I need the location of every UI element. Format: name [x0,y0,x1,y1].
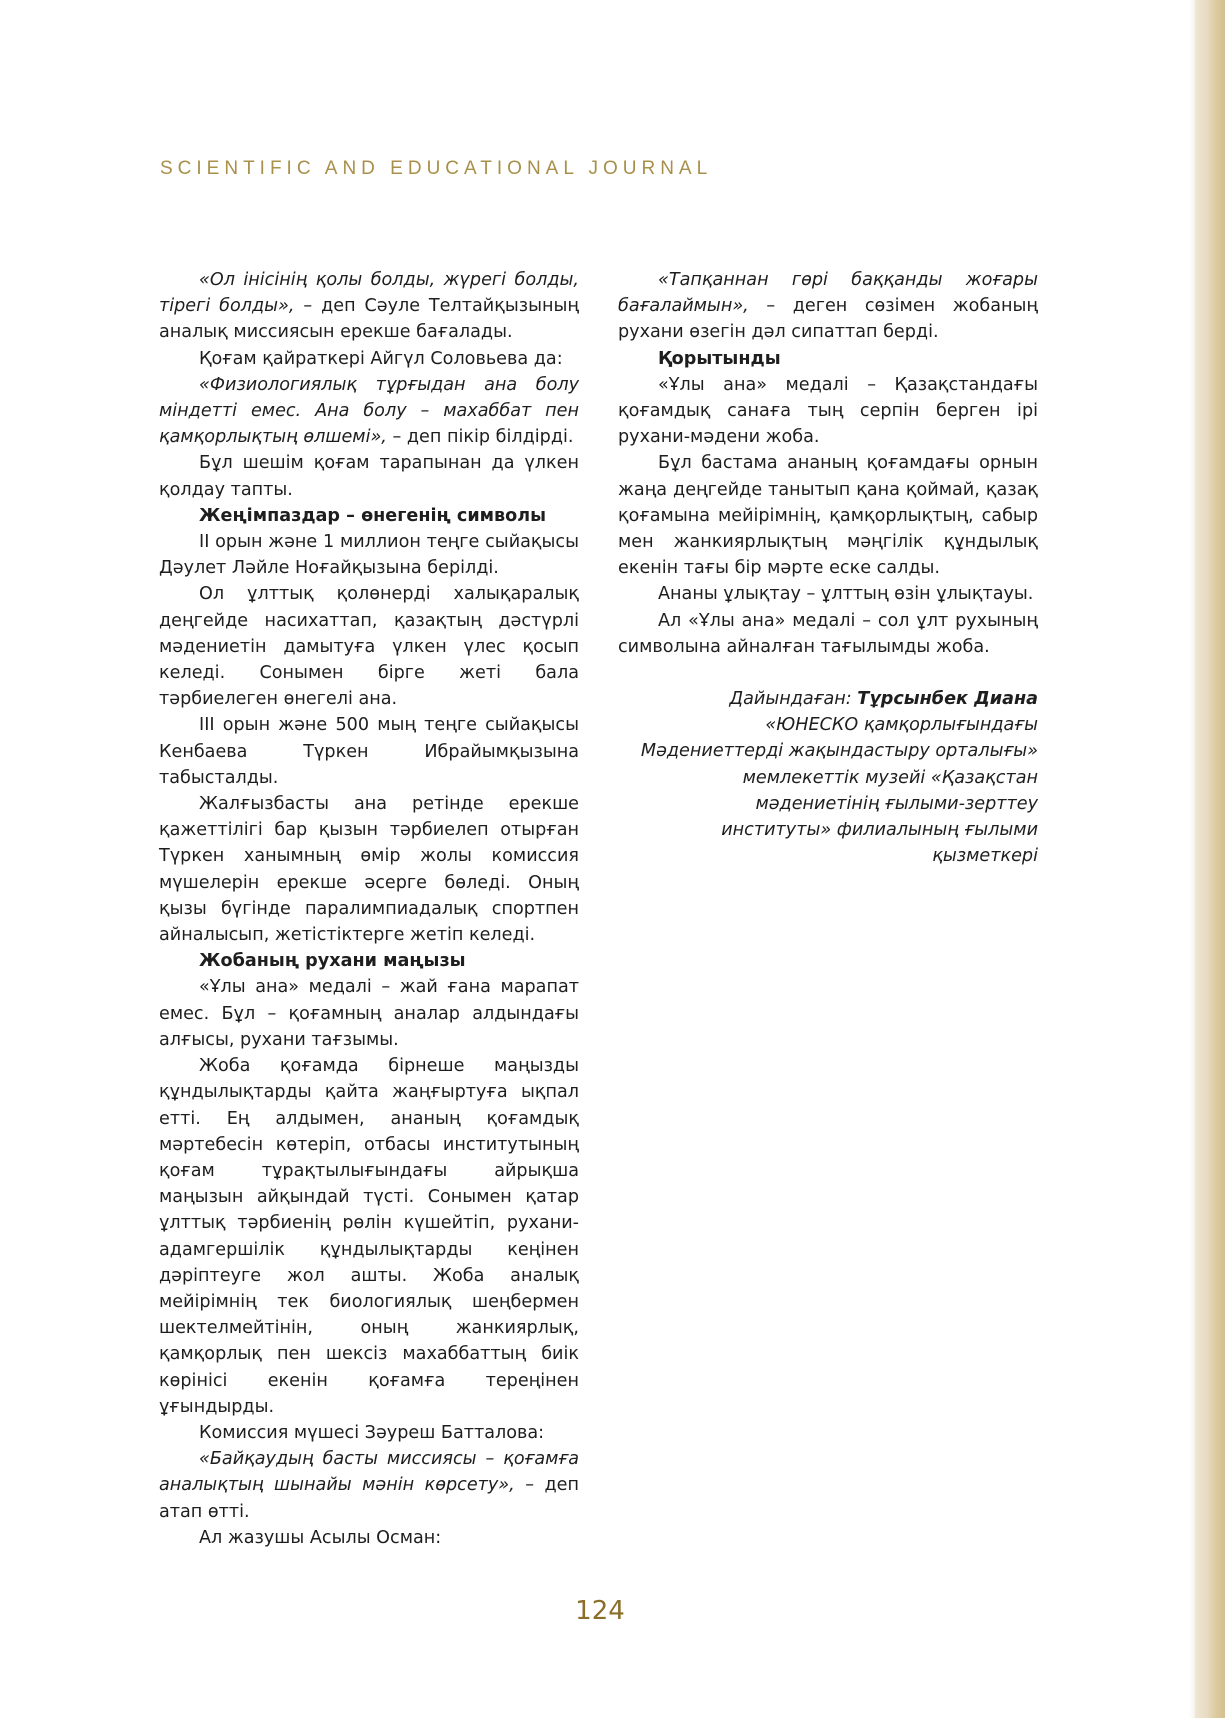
paragraph: ІІІ орын және 500 мың теңге сыйақысы Кенбаева Түркен Ибрайымқызына табысталды. [159,715,579,788]
section-heading: Жеңімпаздар – өнегенің символы [199,505,547,526]
left-column [159,267,579,1551]
affiliation-line: мәдениетінің ғылыми-зерттеу [755,793,1038,814]
quote: «Физиологиялық тұрғыдан ана болу міндетті емес. Ана болу – махаббат пен қамқорлықтың өлшемі», [159,374,579,448]
section-heading: Жобаның рухани маңызы [199,951,466,972]
author-credit [618,686,1038,869]
credit-line [618,686,1038,712]
paragraph: Ал жазушы Асылы Осман: [199,1527,442,1548]
page-number: 124 [575,1596,625,1626]
quote: «Тапқаннан гөрі баққанды жоғары бағалаймын», [618,270,1038,317]
page-edge-decoration [1195,0,1225,1718]
credit-label: Дайындаған: [729,689,858,710]
paragraph: ІІ орын және 1 миллион теңге сыйақысы Дәулет Ләйле Ноғайқызына берілді. [159,532,579,579]
paragraph: «Ұлы ана» медалі – жай ғана марапат емес. Бұл – қоғамның аналар алдындағы алғысы, рухани тағзымы. [159,977,579,1050]
paragraph: «Ұлы ана» медалі – Қазақстандағы қоғамдық санаға тың серпін берген ірі рухани-мәдени жоба. [618,374,1038,448]
paragraph: Бұл бастама ананың қоғамдағы орнын жаңа деңгейде танытып қана қоймай, қазақ қоғамына мейірімнің, қамқорлықтың, сабыр мен жанкиярлықтың мәңгілік құндылық екенін тағы бір мәрте еске салды. [618,453,1038,579]
paragraph: Жоба қоғамда бірнеше маңызды құндылықтарды қайта жаңғыртуға ықпал етті. Ең алдымен, ананың қоғамдық мәртебесін көтеріп, отбасы институтының қоғам тұрақтылығындағы айрықша маңызын айқындай түсті. Сонымен қатар ұлттық тәрбиенің рөлін күшейтіп, рухани-адамгершілік құндылықтарды кеңінен дәріптеуге жол ашты. Жоба аналық мейірімнің тек биологиялық шеңбермен шектелмейтінін, оның жанкиярлық, қамқорлық пен шексіз махаббаттың биік көрінісі екенін қоғамға тереңінен ұғындырды. [159,1056,579,1417]
paragraph: Ананы ұлықтау – ұлттың өзін ұлықтауы. [658,584,1034,605]
quote: «Байқаудың басты миссиясы – қоғамға аналықтың шынайы мәнін көрсету», [159,1449,579,1496]
paragraph: Комиссия мүшесі Зәуреш Батталова: [199,1422,545,1443]
paragraph: Ол ұлттық қолөнерді халықаралық деңгейде насихаттап, қазақтың дәстүрлі мәдениетін дамытуға үлкен үлес қосып келеді. Сонымен бірге жеті бала тәрбиелеген өнегелі ана. [159,584,579,710]
affiliation-line: мемлекеттік музейі «Қазақстан [742,767,1038,788]
right-column [618,267,1038,869]
paragraph [159,267,579,346]
author-name: Тұрсынбек Диана [857,689,1038,710]
paragraph-text: – деп атап өтті. [159,1475,579,1522]
affiliation-line: қызметкері [932,846,1038,867]
paragraph-text: – деп пікір білдірді. [386,427,574,448]
quote: «Ол інісінің қолы болды, жүрегі болды, тірегі болды», [159,270,579,317]
paragraph: Ал «Ұлы ана» медалі – сол ұлт рухының символына айналған тағылымды жоба. [618,610,1038,657]
journal-title: SCIENTIFIC AND EDUCATIONAL JOURNAL [160,158,713,179]
paragraph: Бұл шешім қоғам тарапынан да үлкен қолдау тапты. [159,453,579,500]
paragraph-text: – деп Сәуле Телтайқызының аналық миссиясын ерекше бағалады. [159,296,579,343]
affiliation-line: институты» филиалының ғылыми [721,820,1038,841]
paragraph: Жалғызбасты ана ретінде ерекше қажеттілігі бар қызын тәрбиелеп отырған Түркен ханымның өмір жолы комиссия мүшелерін ерекше әсерге бөледі. Оның қызы бүгінде паралимпиадалық спортпен айналысып, жетістіктерге жетіп келеді. [159,794,579,946]
paragraph [159,372,579,451]
paragraph-text: – деген сөзімен жобаның рухани өзегін дәл сипаттап берді. [618,296,1038,343]
paragraph [159,1446,579,1525]
paragraph: Қоғам қайраткері Айгүл Соловьева да: [199,348,563,369]
section-heading: Қорытынды [658,348,781,369]
affiliation-line: «ЮНЕСКО қамқорлығындағы [765,715,1038,736]
affiliation-line: Мәдениеттерді жақындастыру орталығы» [640,741,1038,762]
paragraph [618,267,1038,346]
